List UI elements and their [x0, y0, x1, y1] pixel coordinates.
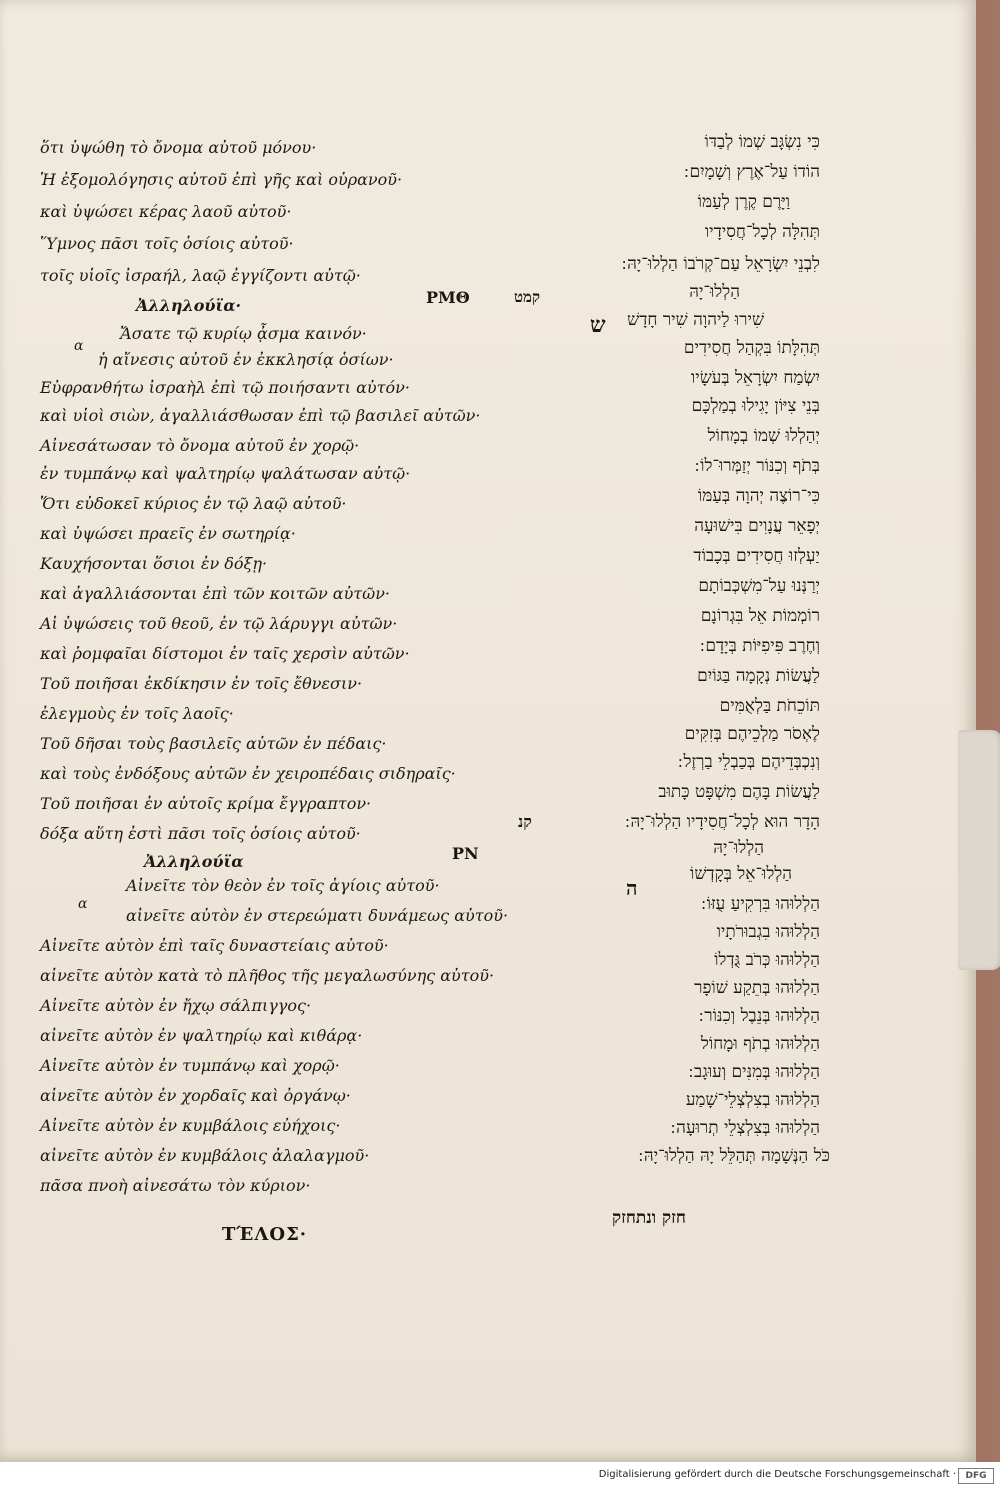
greek-line: πᾶσα πνοὴ αἰνεσάτω τὸν κύριον· — [40, 1176, 311, 1195]
psalm-149-hebrew-number: קמט — [514, 288, 540, 306]
dfg-credit-text: Digitalisierung gefördert durch die Deutsche Forschungsgemeinschaft · — [598, 1469, 956, 1480]
hebrew-line: לַעֲשׂוֹת נְקָמָה בַּגּוֹיִם — [697, 666, 820, 686]
greek-line: ἐλεγμοὺς ἐν τοῖς λαοῖς· — [40, 704, 234, 723]
greek-line: Τοῦ ποιῆσαι ἐκδίκησιν ἐν τοῖς ἔθνεσιν· — [40, 674, 363, 693]
hebrew-line: הַלְלוּ־יָהּ — [689, 282, 740, 302]
hebrew-line: הַלְלוּהוּ בְּמִנִּים וְעוּגָב ׃ — [688, 1062, 820, 1082]
greek-line: Αἰνεῖτε αὐτὸν ἐν ἤχῳ σάλπιγγος· — [40, 996, 312, 1015]
greek-line: Ἡ ἐξομολόγησις αὐτοῦ ἐπὶ γῆς καὶ οὐρανοῦ· — [40, 170, 403, 189]
greek-line: αἰνεῖτε αὐτὸν ἐν κυμβάλοις ἀλαλαγμοῦ· — [40, 1146, 370, 1165]
hebrew-line: הַלְלוּ־יָהּ — [713, 838, 764, 858]
hebrew-line: לַעֲשׂוֹת בָּהֶם מִשְׁפָּט כָּתוּב — [658, 782, 820, 802]
hebrew-line: הַלְלוּ־אֵל בְּקָדְשׁוֹ — [690, 864, 792, 884]
greek-line: ἐν τυμπάνῳ καὶ ψαλτηρίῳ ψαλάτωσαν αὐτῷ· — [40, 464, 411, 483]
hebrew-line: הָדָר הוּא לְכָל־חֲסִידָיו הַלְלוּ־יָהּ ׃ — [625, 812, 820, 832]
greek-line: Αἰνεῖτε τὸν θεὸν ἐν τοῖς ἁγίοις αὐτοῦ· — [126, 876, 440, 895]
dfg-logo-icon: DFG — [958, 1468, 994, 1484]
greek-line: αἰνεῖτε αὐτὸν ἐν ψαλτηρίῳ καὶ κιθάρᾳ· — [40, 1026, 363, 1045]
hebrew-line: וְנִכְבְּדֵיהֶם בְּכַבְלֵי בַרְזֶל ׃ — [678, 752, 820, 772]
greek-line: δόξα αὕτη ἐστὶ πᾶσι τοῖς ὁσίοις αὐτοῦ· — [40, 824, 361, 843]
hebrew-line: הַלְלוּהוּ בְּתֵקַע שׁוֹפָר — [694, 978, 820, 998]
hebrew-line: לִבְנֵי יִשְׂרָאֵל עַם־קְרֹבוֹ הַלְלוּ־יָהּ ׃ — [621, 254, 820, 274]
hebrew-line: כִּי־רוֹצֶה יְהוָה בְּעַמּוֹ — [697, 486, 820, 506]
greek-line: Εὐφρανθήτω ἰσραὴλ ἐπὶ τῷ ποιήσαντι αὐτόν· — [40, 378, 410, 397]
greek-line: Αἰνεῖτε αὐτὸν ἐπὶ ταῖς δυναστείαις αὐτοῦ· — [40, 936, 389, 955]
hebrew-line: הַלְלוּהוּ בִּרְקִיעַ עֻזּוֹ ׃ — [701, 894, 820, 914]
greek-line: καὶ ἀγαλλιάσονται ἐπὶ τῶν κοιτῶν αὐτῶν· — [40, 584, 391, 603]
greek-heading-alleluia: Ἀλληλούϊα· — [136, 296, 242, 315]
hebrew-line: שִׁירוּ לַיהוָה שִׁיר חָדָשׁ — [627, 310, 764, 330]
hebrew-line: יַעְלְזוּ חֲסִידִים בְּכָבוֹד — [693, 546, 820, 566]
hebrew-line: הַלְלוּהוּ בְתֹף וּמָחוֹל — [700, 1034, 820, 1054]
greek-line: καὶ υἱοὶ σιὼν, ἀγαλλιάσθωσαν ἐπὶ τῷ βασιλεῖ αὐτῶν· — [40, 406, 481, 425]
hebrew-colophon: חזק ונתחזק — [612, 1208, 686, 1228]
greek-line: ὅτι ὑψώθη τὸ ὄνομα αὐτοῦ μόνου· — [40, 138, 317, 157]
hebrew-line: לֶאְסֹר מַלְכֵיהֶם בְּזִקִּים — [684, 724, 820, 744]
greek-line: τοῖς υἱοῖς ἰσραήλ, λαῷ ἐγγίζοντι αὐτῷ· — [40, 266, 361, 285]
greek-psalm-numeral: α — [78, 896, 88, 912]
psalm-150-greek-number: ΡΝ — [452, 844, 479, 863]
hebrew-line: רוֹמְמוֹת אֵל בִּגְרוֹנָם — [700, 606, 820, 626]
psalm-149-greek-number: ΡΜΘ — [426, 288, 470, 307]
hebrew-line: יְפָאֵר עֲנָוִים בִּישׁוּעָה — [694, 516, 820, 536]
hebrew-line: וַיָּרֶם קֶרֶן לְעַמּוֹ — [697, 192, 790, 212]
hebrew-line: יְרַנְּנוּ עַל־מִשְׁכְּבוֹתָם — [698, 576, 820, 596]
hebrew-line: כֹּל הַנְּשָׁמָה תְּהַלֵּל יָהּ הַלְלוּ־יָהּ ׃ — [638, 1146, 830, 1166]
hebrew-line: יִשְׂמַח יִשְׂרָאֵל בְּעֹשָׂיו — [690, 368, 820, 388]
greek-line: αἰνεῖτε αὐτὸν ἐν χορδαῖς καὶ ὀργάνῳ· — [40, 1086, 351, 1105]
greek-line: αἰνεῖτε αὐτὸν ἐν στερεώματι δυνάμεως αὐτοῦ· — [126, 906, 509, 925]
hebrew-line: הַלְלוּהוּ כְּרֹב גֻּדְלוֹ — [714, 950, 820, 970]
greek-line: Αἱ ὑψώσεις τοῦ θεοῦ, ἐν τῷ λάρυγγι αὐτῶν· — [40, 614, 398, 633]
psalm-150-hebrew-number: קנ — [518, 812, 532, 831]
greek-line: Καυχήσονται ὅσιοι ἐν δόξῃ· — [40, 554, 268, 573]
hebrew-line: הוֹדוֹ עַל־אֶרֶץ וְשָׁמָיִם ׃ — [684, 162, 820, 182]
greek-line: Τοῦ δῆσαι τοὺς βασιλεῖς αὐτῶν ἐν πέδαις· — [40, 734, 387, 753]
hebrew-line: הַלְלוּהוּ בְּצִלְצְלֵי תְרוּעָה ׃ — [670, 1118, 820, 1138]
hebrew-line: הַלְלוּהוּ בְּנֵבֶל וְכִנּוֹר ׃ — [698, 1006, 820, 1026]
greek-line: Αἰνεῖτε αὐτὸν ἐν κυμβάλοις εὐήχοις· — [40, 1116, 341, 1135]
greek-psalm-numeral: α — [74, 338, 84, 354]
hebrew-line: תּוֹכֵחֹת בַּלְאֻמִּים — [719, 696, 820, 716]
greek-heading-alleluia: Ἀλληλούϊα — [144, 852, 244, 871]
hebrew-line: הַלְלוּהוּ בִגְבוּרֹתָיו — [716, 922, 820, 942]
greek-line: ἡ αἴνεσις αὐτοῦ ἐν ἐκκλησίᾳ ὁσίων· — [98, 350, 394, 369]
greek-line: Τοῦ ποιῆσαι ἐν αὐτοῖς κρίμα ἔγγραπτον· — [40, 794, 372, 813]
hebrew-line: בְּנֵי צִיּוֹן יָגִילוּ בְמַלְכָּם — [691, 396, 820, 416]
hebrew-line: בְּתֹף וְכִנּוֹר יְזַמְּרוּ־לוֹ ׃ — [694, 456, 820, 476]
hebrew-line: תְּהִלָּתוֹ בִּקְהַל חֲסִידִים — [683, 338, 820, 358]
greek-line: καὶ τοὺς ἐνδόξους αὐτῶν ἐν χειροπέδαις σιδηραῖς· — [40, 764, 456, 783]
greek-line: Αἰνεῖτε αὐτὸν ἐν τυμπάνῳ καὶ χορῷ· — [40, 1056, 340, 1075]
greek-line: Ὅτι εὐδοκεῖ κύριος ἐν τῷ λαῷ αὐτοῦ· — [40, 494, 347, 513]
hebrew-line: יְהַלְלוּ שְׁמוֹ בְמָחוֹל — [707, 426, 820, 446]
greek-line: καὶ ῥομφαῖαι δίστομοι ἐν ταῖς χερσὶν αὐτῶν· — [40, 644, 410, 663]
greek-line: καὶ ὑψώσει κέρας λαοῦ αὐτοῦ· — [40, 202, 292, 221]
page-tab-marker — [958, 730, 1000, 970]
hebrew-line: כִּי נִשְׂגָּב שְׁמוֹ לְבַדּוֹ — [704, 132, 820, 152]
hebrew-line: הַלְלוּהוּ בְצִלְצְלֵי־שָׁמַע — [685, 1090, 820, 1110]
hebrew-line: תְּהִלָּה לְכָל־חֲסִידָיו — [704, 222, 820, 242]
hebrew-line: וְחֶרֶב פִּיפִיּוֹת בְּיָדָם ׃ — [699, 636, 820, 656]
digitization-footer — [0, 1462, 1000, 1489]
psalm-149-initial: ש — [590, 312, 606, 338]
greek-line: Ἄσατε τῷ κυρίῳ ᾆσμα καινόν· — [120, 324, 367, 343]
greek-line: καὶ ὑψώσει πραεῖς ἐν σωτηρίᾳ· — [40, 524, 296, 543]
greek-colophon: ΤΈΛΟΣ· — [222, 1224, 308, 1245]
greek-line: αἰνεῖτε αὐτὸν κατὰ τὸ πλῆθος τῆς μεγαλωσύνης αὐτοῦ· — [40, 966, 495, 985]
psalm-150-initial: ה — [626, 876, 638, 900]
greek-line: Ὕμνος πᾶσι τοῖς ὁσίοις αὐτοῦ· — [40, 234, 294, 253]
greek-line: Αἰνεσάτωσαν τὸ ὄνομα αὐτοῦ ἐν χορῷ· — [40, 436, 360, 455]
